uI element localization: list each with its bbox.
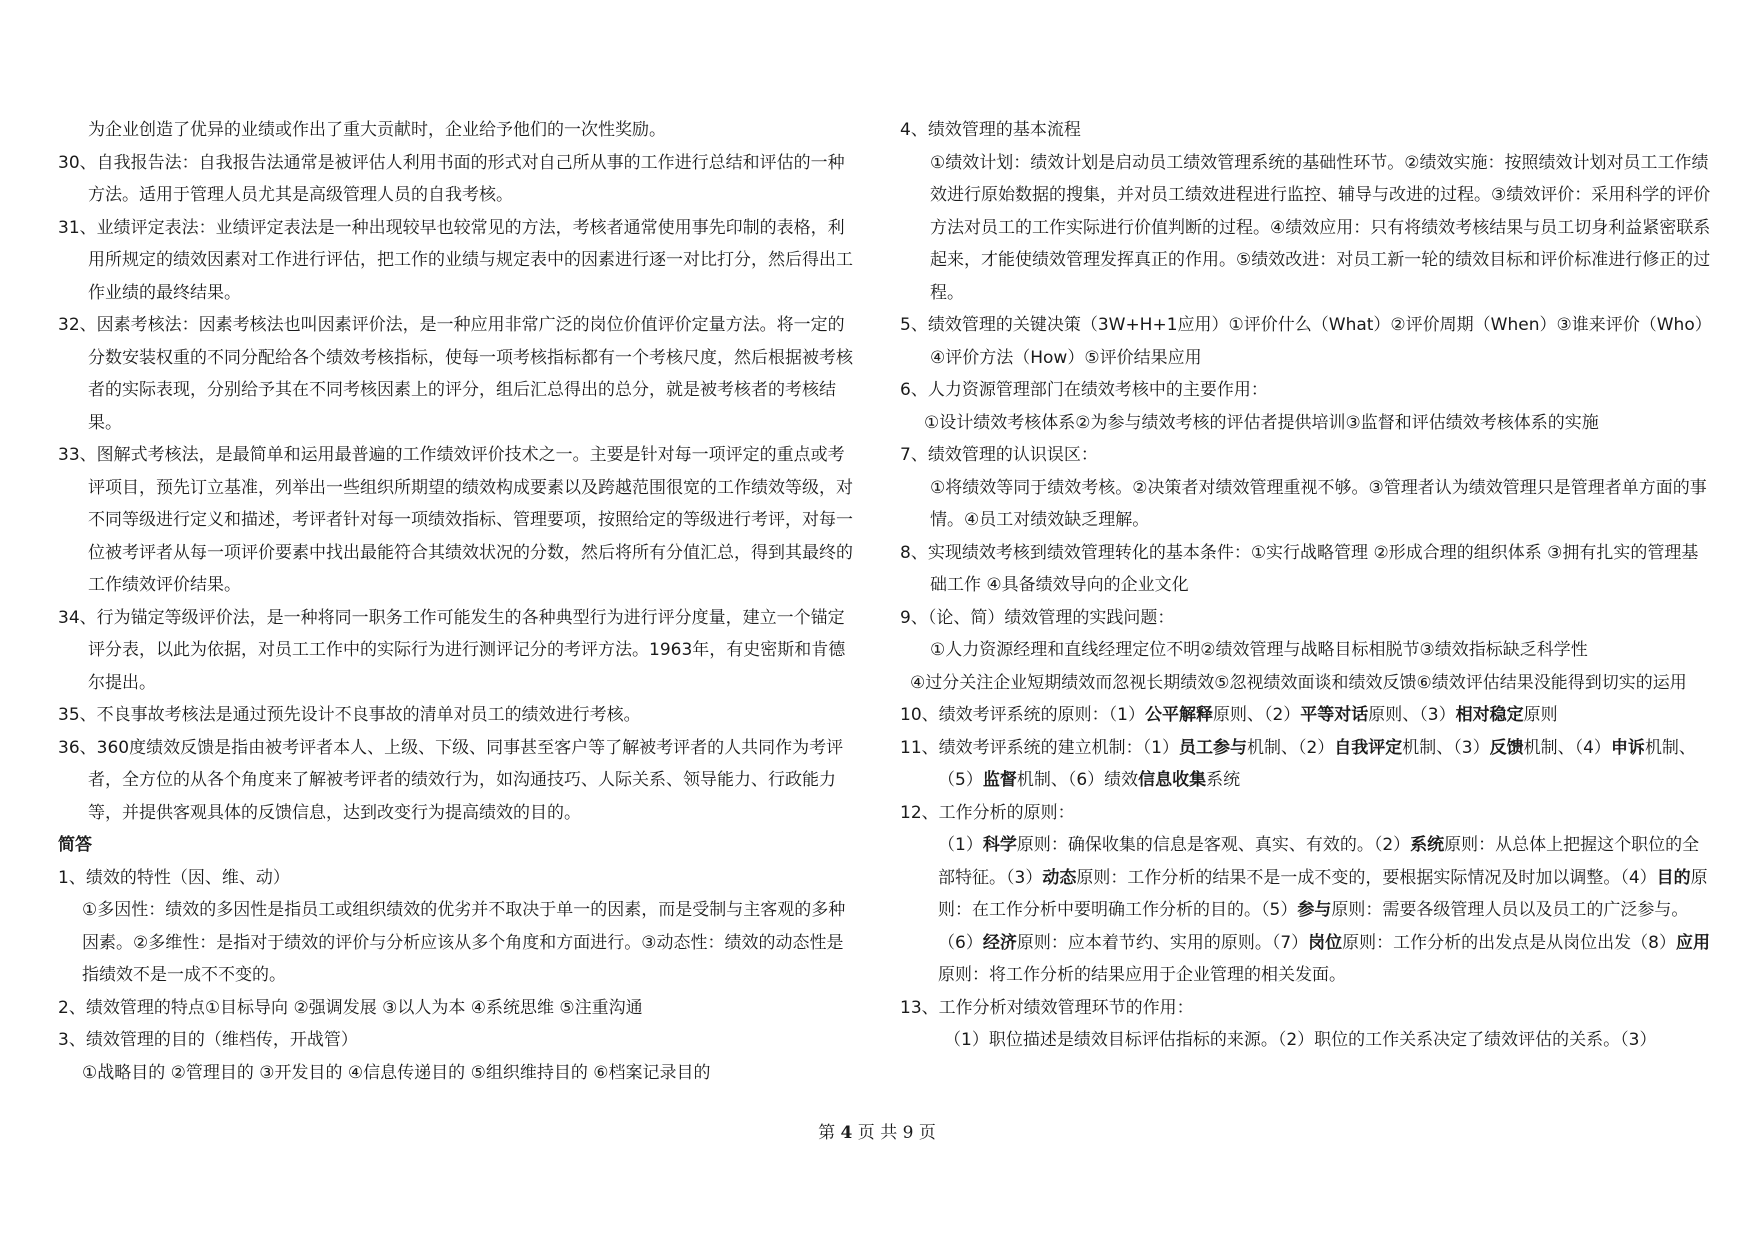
mechanism-appeal: 申诉 — [1610, 737, 1645, 758]
term-35-critical-incident: 35、不良事故考核法是通过预先设计不良事故的清单对员工的绩效进行考核。 — [58, 705, 641, 725]
question-2: 2、绩效管理的特点①目标导向 ②强调发展 ③以人为本 ④系统思维 ⑤注重沟通 — [58, 997, 643, 1018]
question-12-text-4: 原则：在工作分析中要明确工作分析的目的。（5） — [938, 867, 1708, 920]
question-13-body: （1）职位描述是绩效目标评估指标的来源。（2）职位的工作关系决定了绩效评估的关系。（3） — [944, 1030, 1657, 1050]
question-12-text-6: 原则：应本着节约、实用的原则。（7） — [1016, 932, 1309, 953]
question-9-line-2: ④过分关注企业短期绩效而忽视长期绩效⑤忽视绩效面谈和绩效反馈⑥绩效评估结果没能得到切实的运用 — [910, 672, 1687, 693]
question-1-title: 1、绩效的特性（因、维、动） — [58, 867, 290, 888]
question-4-body: ①绩效计划：绩效计划是启动员工绩效管理系统的基础性环节。②绩效实施：按照绩效计划对员工工作绩效进行原始数据的搜集，并对员工绩效进程进行监控、辅导与改进的过程。③绩效评价：采用科学的评价方法对员工的工作实际进行价值判断的过程。④绩效应用：只有将绩效考核结果与员工切身利益紧密联系起来，才能使绩效管理发挥真正的作用。⑤绩效改进：对员工新一轮的绩效目标和评价标准进行修正的过程。 — [930, 152, 1711, 303]
mechanism-information-collection: 信息收集 — [1138, 770, 1207, 790]
term-32-factor-method: 32、因素考核法：因素考核法也叫因素评价法，是一种应用非常广泛的岗位价值评价定量方法。将一定的分数安装权重的不同分配给各个绩效考核指标，使每一项考核指标都有一个考核尺度，然后根据被考核者的实际表现，分别给予其在不同考核因素上的评分，组后汇总得出的总分，就是被考核者的考核结果。 — [58, 315, 853, 433]
mechanism-self-assessment: 自我评定 — [1334, 737, 1403, 758]
question-11 — [900, 732, 1712, 797]
question-10-text-1: 原则、（2） — [1212, 705, 1301, 725]
principle-science: 科学 — [982, 835, 1017, 855]
question-9-title: 9、（论、简）绩效管理的实践问题： — [900, 607, 1175, 628]
question-11-text-3: 机制、（4） — [1523, 737, 1611, 758]
total-page-count: 9 — [902, 1123, 914, 1143]
section-heading-short-answer: 简答 — [58, 835, 92, 855]
question-12-text-5: 原则：需要各级管理人员以及员工的广泛参与。（6） — [938, 900, 1689, 953]
footer-prefix: 第 — [818, 1123, 836, 1143]
question-7-title: 7、绩效管理的认识误区： — [900, 445, 1098, 465]
footer-middle: 页 共 — [857, 1123, 898, 1143]
mechanism-feedback: 反馈 — [1489, 737, 1524, 758]
question-12-title: 12、工作分析的原则： — [900, 802, 1075, 823]
question-12-text-0: （1） — [938, 835, 983, 855]
term-34-bars: 34、行为锚定等级评价法，是一种将同一职务工作可能发生的各种典型行为进行评分度量，建立一个锚定评分表，以此为依据，对员工工作中的实际行为进行测评记分的考评方法。1963年，有史密斯和肯德尔提出。 — [58, 607, 846, 693]
question-11-text-5: 机制、（6）绩效 — [1016, 770, 1139, 790]
question-12-text-1: 原则：确保收集的信息是客观、真实、有效的。（2） — [1016, 835, 1411, 855]
question-12-body — [900, 829, 1712, 992]
page-footer — [0, 1118, 1754, 1143]
question-8: 8、实现绩效考核到绩效管理转化的基本条件：①实行战略管理 ②形成合理的组织体系 ③拥有扎实的管理基础工作 ④具备绩效导向的企业文化 — [900, 542, 1699, 595]
principle-position: 岗位 — [1308, 932, 1343, 953]
term-30-self-report: 30、自我报告法：自我报告法通常是被评估人利用书面的形式对自己所从事的工作进行总结和评估的一种方法。适用于管理人员尤其是高级管理人员的自我考核。 — [58, 152, 845, 205]
question-13-title: 13、工作分析对绩效管理环节的作用： — [900, 997, 1194, 1018]
principle-relative-stability: 相对稳定 — [1455, 705, 1524, 725]
question-9-line-1: ①人力资源经理和直线经理定位不明②绩效管理与战略目标相脱节③绩效指标缺乏科学性 — [930, 640, 1588, 660]
question-11-prefix: 11、绩效考评系统的建立机制：（1） — [900, 737, 1179, 758]
footer-suffix: 页 — [918, 1123, 936, 1143]
question-10-text-3: 原则 — [1523, 705, 1558, 725]
right-column — [900, 114, 1712, 1057]
term-33-graphic-rating: 33、图解式考核法，是最简单和运用最普遍的工作绩效评价技术之一。主要是针对每一项评定的重点或考评项目，预先订立基准，列举出一些组织所期望的绩效构成要素以及跨越范围很宽的工作绩效等级，对不同等级进行定义和描述，考评者针对每一项绩效指标、管理要项，按照给定的等级进行考评，对每一位被考评者从每一项评价要素中找出最能符合其绩效状况的分数，然后将所有分值汇总，得到其最终的工作绩效评价结果。 — [58, 445, 853, 595]
question-12-text-3: 原则：工作分析的结果不是一成不变的，要根据实际情况及时加以调整。（4） — [1076, 867, 1657, 888]
current-page-number: 4 — [840, 1123, 853, 1143]
left-column — [58, 114, 858, 1089]
question-6-body: ①设计绩效考核体系②为参与绩效考核的评估者提供培训③监督和评估绩效考核体系的实施 — [924, 412, 1599, 433]
principle-dynamic: 动态 — [1042, 867, 1077, 888]
term-36-360-feedback: 36、360度绩效反馈是指由被考评者本人、上级、下级、同事甚至客户等了解被考评者的人共同作为考评者，全方位的从各个角度来了解被考评者的绩效行为，如沟通技巧、人际关系、领导能力、行政能力等，并提供客观具体的反馈信息，达到改变行为提高绩效的目的。 — [58, 737, 844, 823]
question-4-title: 4、绩效管理的基本流程 — [900, 120, 1081, 140]
question-3-body: ①战略目的 ②管理目的 ③开发目的 ④信息传递目的 ⑤组织维持目的 ⑥档案记录目的 — [82, 1062, 711, 1083]
paragraph-continued: 为企业创造了优异的业绩或作出了重大贡献时，企业给予他们的一次性奖励。 — [88, 120, 666, 140]
question-7-body: ①将绩效等同于绩效考核。②决策者对绩效管理重视不够。③管理者认为绩效管理只是管理者单方面的事情。④员工对绩效缺乏理解。 — [930, 477, 1707, 530]
mechanism-employee-participation: 员工参与 — [1178, 737, 1247, 758]
principle-economy: 经济 — [982, 932, 1017, 953]
question-10 — [900, 699, 1712, 732]
principle-purpose: 目的 — [1656, 867, 1691, 888]
principle-system: 系统 — [1410, 835, 1445, 855]
question-6-title: 6、人力资源管理部门在绩效考核中的主要作用： — [900, 380, 1268, 400]
principle-fair-explanation: 公平解释 — [1144, 705, 1213, 725]
question-12-text-2: 原则：从总体上把握这个职位的全部特征。（3） — [938, 835, 1700, 888]
question-11-text-1: 机制、（2） — [1246, 737, 1335, 758]
question-5: 5、绩效管理的关键决策（3W+H+1应用）①评价什么（What）②评价周期（When）③谁来评价（Who）④评价方法（How）⑤评价结果应用 — [900, 315, 1712, 368]
question-12-text-7: 原则：工作分析的出发点是从岗位出发（8） — [1342, 932, 1676, 953]
mechanism-supervision: 监督 — [982, 770, 1017, 790]
question-10-prefix: 10、绩效考评系统的原则：（1） — [900, 705, 1145, 725]
principle-equal-dialogue: 平等对话 — [1300, 705, 1369, 725]
principle-application: 应用 — [1675, 932, 1710, 953]
question-10-text-2: 原则、（3） — [1368, 705, 1456, 725]
question-11-text-4: 机制、（5） — [938, 737, 1696, 790]
question-1-body: ①多因性：绩效的多因性是指员工或组织绩效的优劣并不取决于单一的因素，而是受制与主客观的多种因素。②多维性：是指对于绩效的评价与分析应该从多个角度和方面进行。③动态性：绩效的动态性是指绩效不是一成不不变的。 — [82, 900, 846, 985]
question-11-text-2: 机制、（3） — [1402, 737, 1490, 758]
question-11-text-6: 系统 — [1206, 770, 1241, 790]
question-3-title: 3、绩效管理的目的（维档传，开战管） — [58, 1030, 358, 1050]
principle-participation: 参与 — [1297, 900, 1332, 920]
term-31-rating-scale: 31、业绩评定表法：业绩评定表法是一种出现较早也较常见的方法，考核者通常使用事先印制的表格，利用所规定的绩效因素对工作进行评估，把工作的业绩与规定表中的因素进行逐一对比打分，然后得出工作业绩的最终结果。 — [58, 217, 853, 303]
question-12-text-8: 原则：将工作分析的结果应用于企业管理的相关发面。 — [938, 965, 1346, 985]
